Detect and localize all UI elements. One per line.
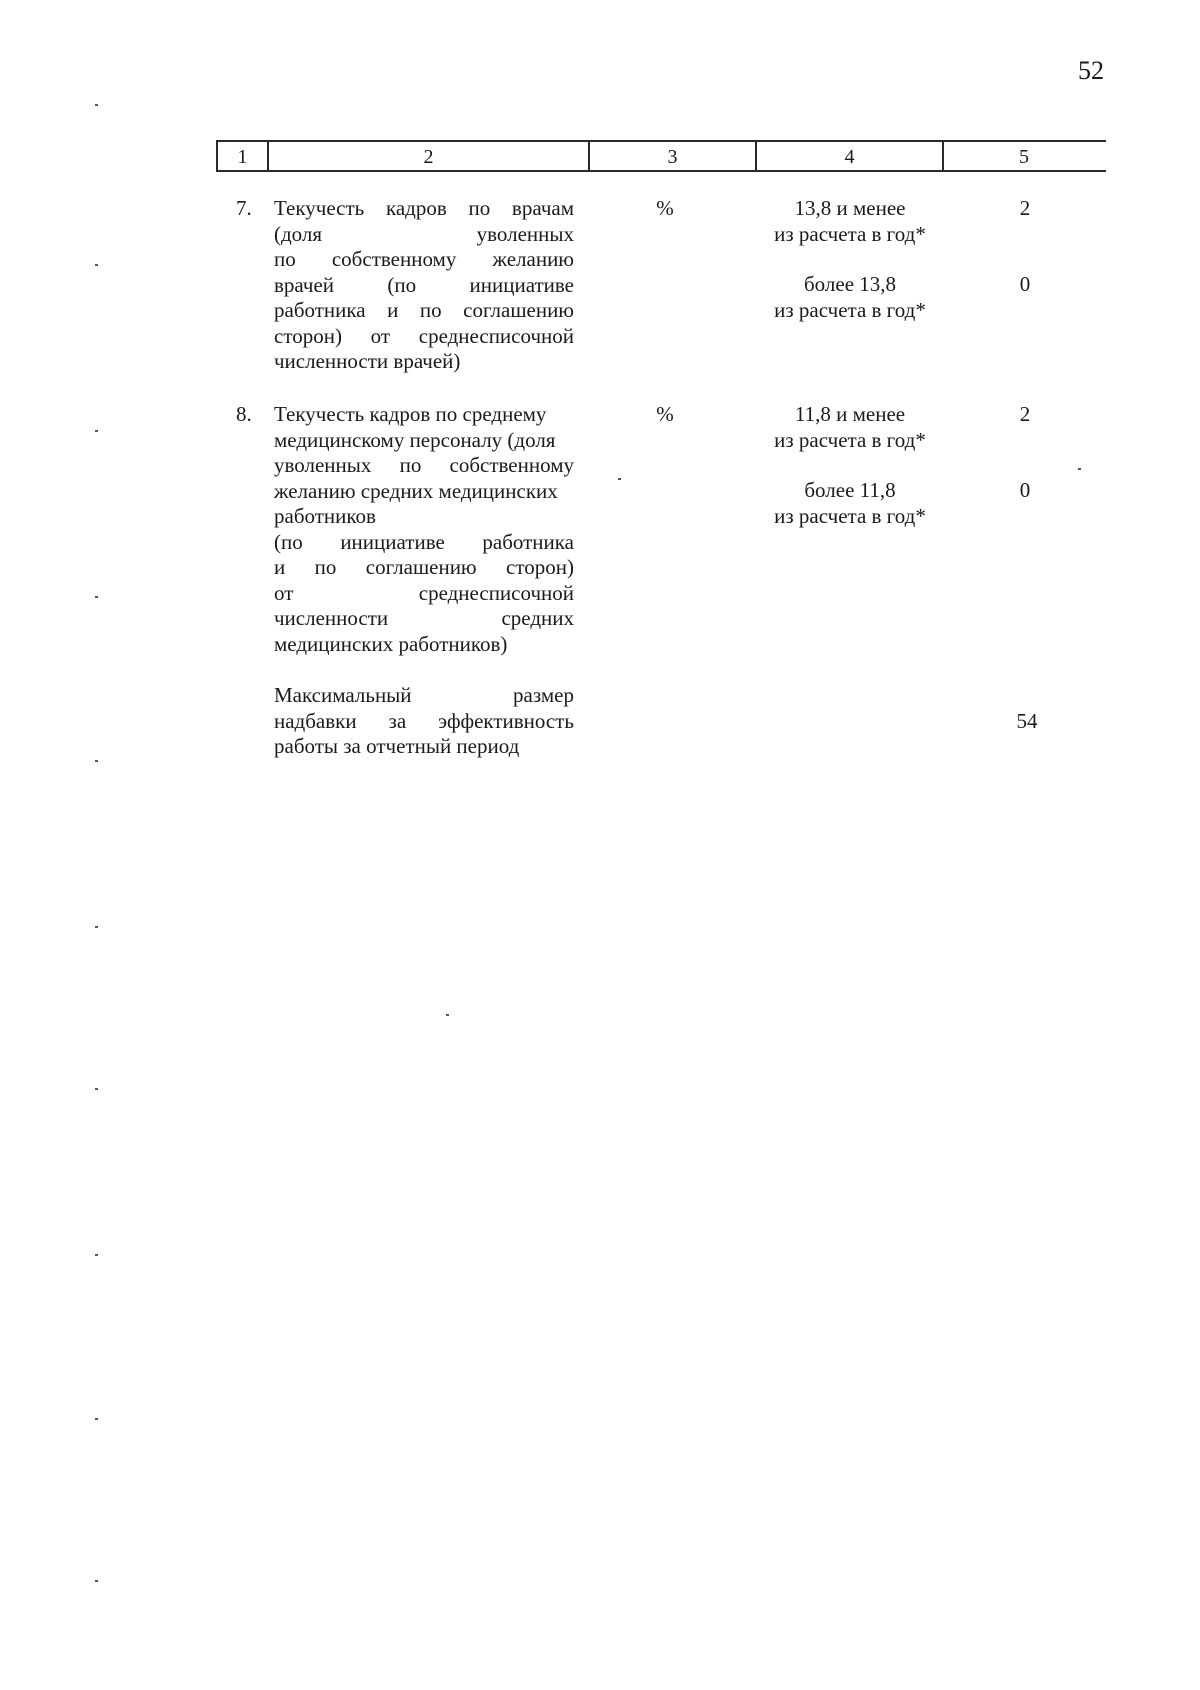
header-col-3: 3 <box>667 146 678 168</box>
description-line: численности средних <box>274 606 574 630</box>
description-line: (по инициативе работника <box>274 529 574 554</box>
description-line: медицинских работников) <box>274 631 508 656</box>
condition-score: 2 <box>1019 196 1031 220</box>
description-line: надбавки за эффективность <box>274 708 574 733</box>
row-number: 7. <box>236 196 252 220</box>
condition-value <box>740 196 960 247</box>
description-line: врачей (по инициативе <box>274 272 574 297</box>
scan-speck <box>95 760 98 762</box>
description-line: работника и по соглашению <box>274 298 574 322</box>
condition-value <box>740 402 960 453</box>
scan-speck <box>95 596 98 598</box>
condition-score: 2 <box>1019 402 1031 426</box>
description-line: работников <box>274 504 376 528</box>
header-col-4: 4 <box>844 146 855 168</box>
scan-speck <box>95 1088 98 1090</box>
row-number: 8. <box>236 402 252 426</box>
scan-speck <box>95 430 98 432</box>
description-line: желанию средних медицинских <box>274 478 558 503</box>
condition-threshold: более 13,8 <box>803 272 897 296</box>
row-unit: % <box>656 196 674 220</box>
description-line: Текучесть кадров по врачам <box>274 196 574 220</box>
row-unit: % <box>656 402 674 426</box>
condition-threshold: 13,8 и менее <box>794 196 906 220</box>
scan-speck <box>95 264 98 266</box>
scan-speck <box>95 1580 98 1582</box>
page-number: 52 <box>1078 56 1104 85</box>
description-line: уволенных по собственному <box>274 453 574 477</box>
condition-note: из расчета в год* <box>774 427 926 452</box>
scan-speck <box>446 1014 449 1016</box>
description-line: от среднесписочной <box>274 580 574 605</box>
description-line: Текучесть кадров по среднему <box>274 402 547 426</box>
condition-note: из расчета в год* <box>774 221 926 246</box>
header-col-1: 1 <box>237 146 248 168</box>
description-line: (доля уволенных <box>274 221 574 246</box>
condition-threshold: 11,8 и менее <box>794 402 906 426</box>
summary-description <box>274 683 574 760</box>
scan-speck <box>95 1254 98 1256</box>
scan-speck <box>618 478 621 480</box>
condition-value <box>740 478 960 529</box>
scan-speck <box>95 926 98 928</box>
condition-note: из расчета в год* <box>774 503 926 528</box>
condition-score: 0 <box>1019 272 1031 296</box>
condition-value <box>740 272 960 323</box>
condition-threshold: более 11,8 <box>804 478 896 502</box>
scan-speck <box>1078 468 1081 470</box>
header-top-rule <box>216 140 1106 142</box>
description-line: медицинскому персоналу (доля <box>274 427 556 452</box>
summary-score: 54 <box>1016 709 1038 733</box>
description-line: Максимальный размер <box>274 683 574 707</box>
header-col-2: 2 <box>423 146 434 168</box>
description-line: и по соглашению сторон) <box>274 555 574 579</box>
scan-speck <box>95 104 98 106</box>
description-line: работы за отчетный период <box>274 734 520 758</box>
header-bottom-rule <box>216 170 1106 172</box>
condition-note: из расчета в год* <box>774 297 926 322</box>
description-line: численности врачей) <box>274 349 461 373</box>
description-line: по собственному желанию <box>274 247 574 271</box>
row-description <box>274 196 574 375</box>
header-col-5: 5 <box>1019 146 1029 168</box>
condition-score: 0 <box>1019 478 1031 502</box>
row-description <box>274 402 574 657</box>
description-line: сторон) от среднесписочной <box>274 323 574 348</box>
scan-speck <box>95 1418 98 1420</box>
